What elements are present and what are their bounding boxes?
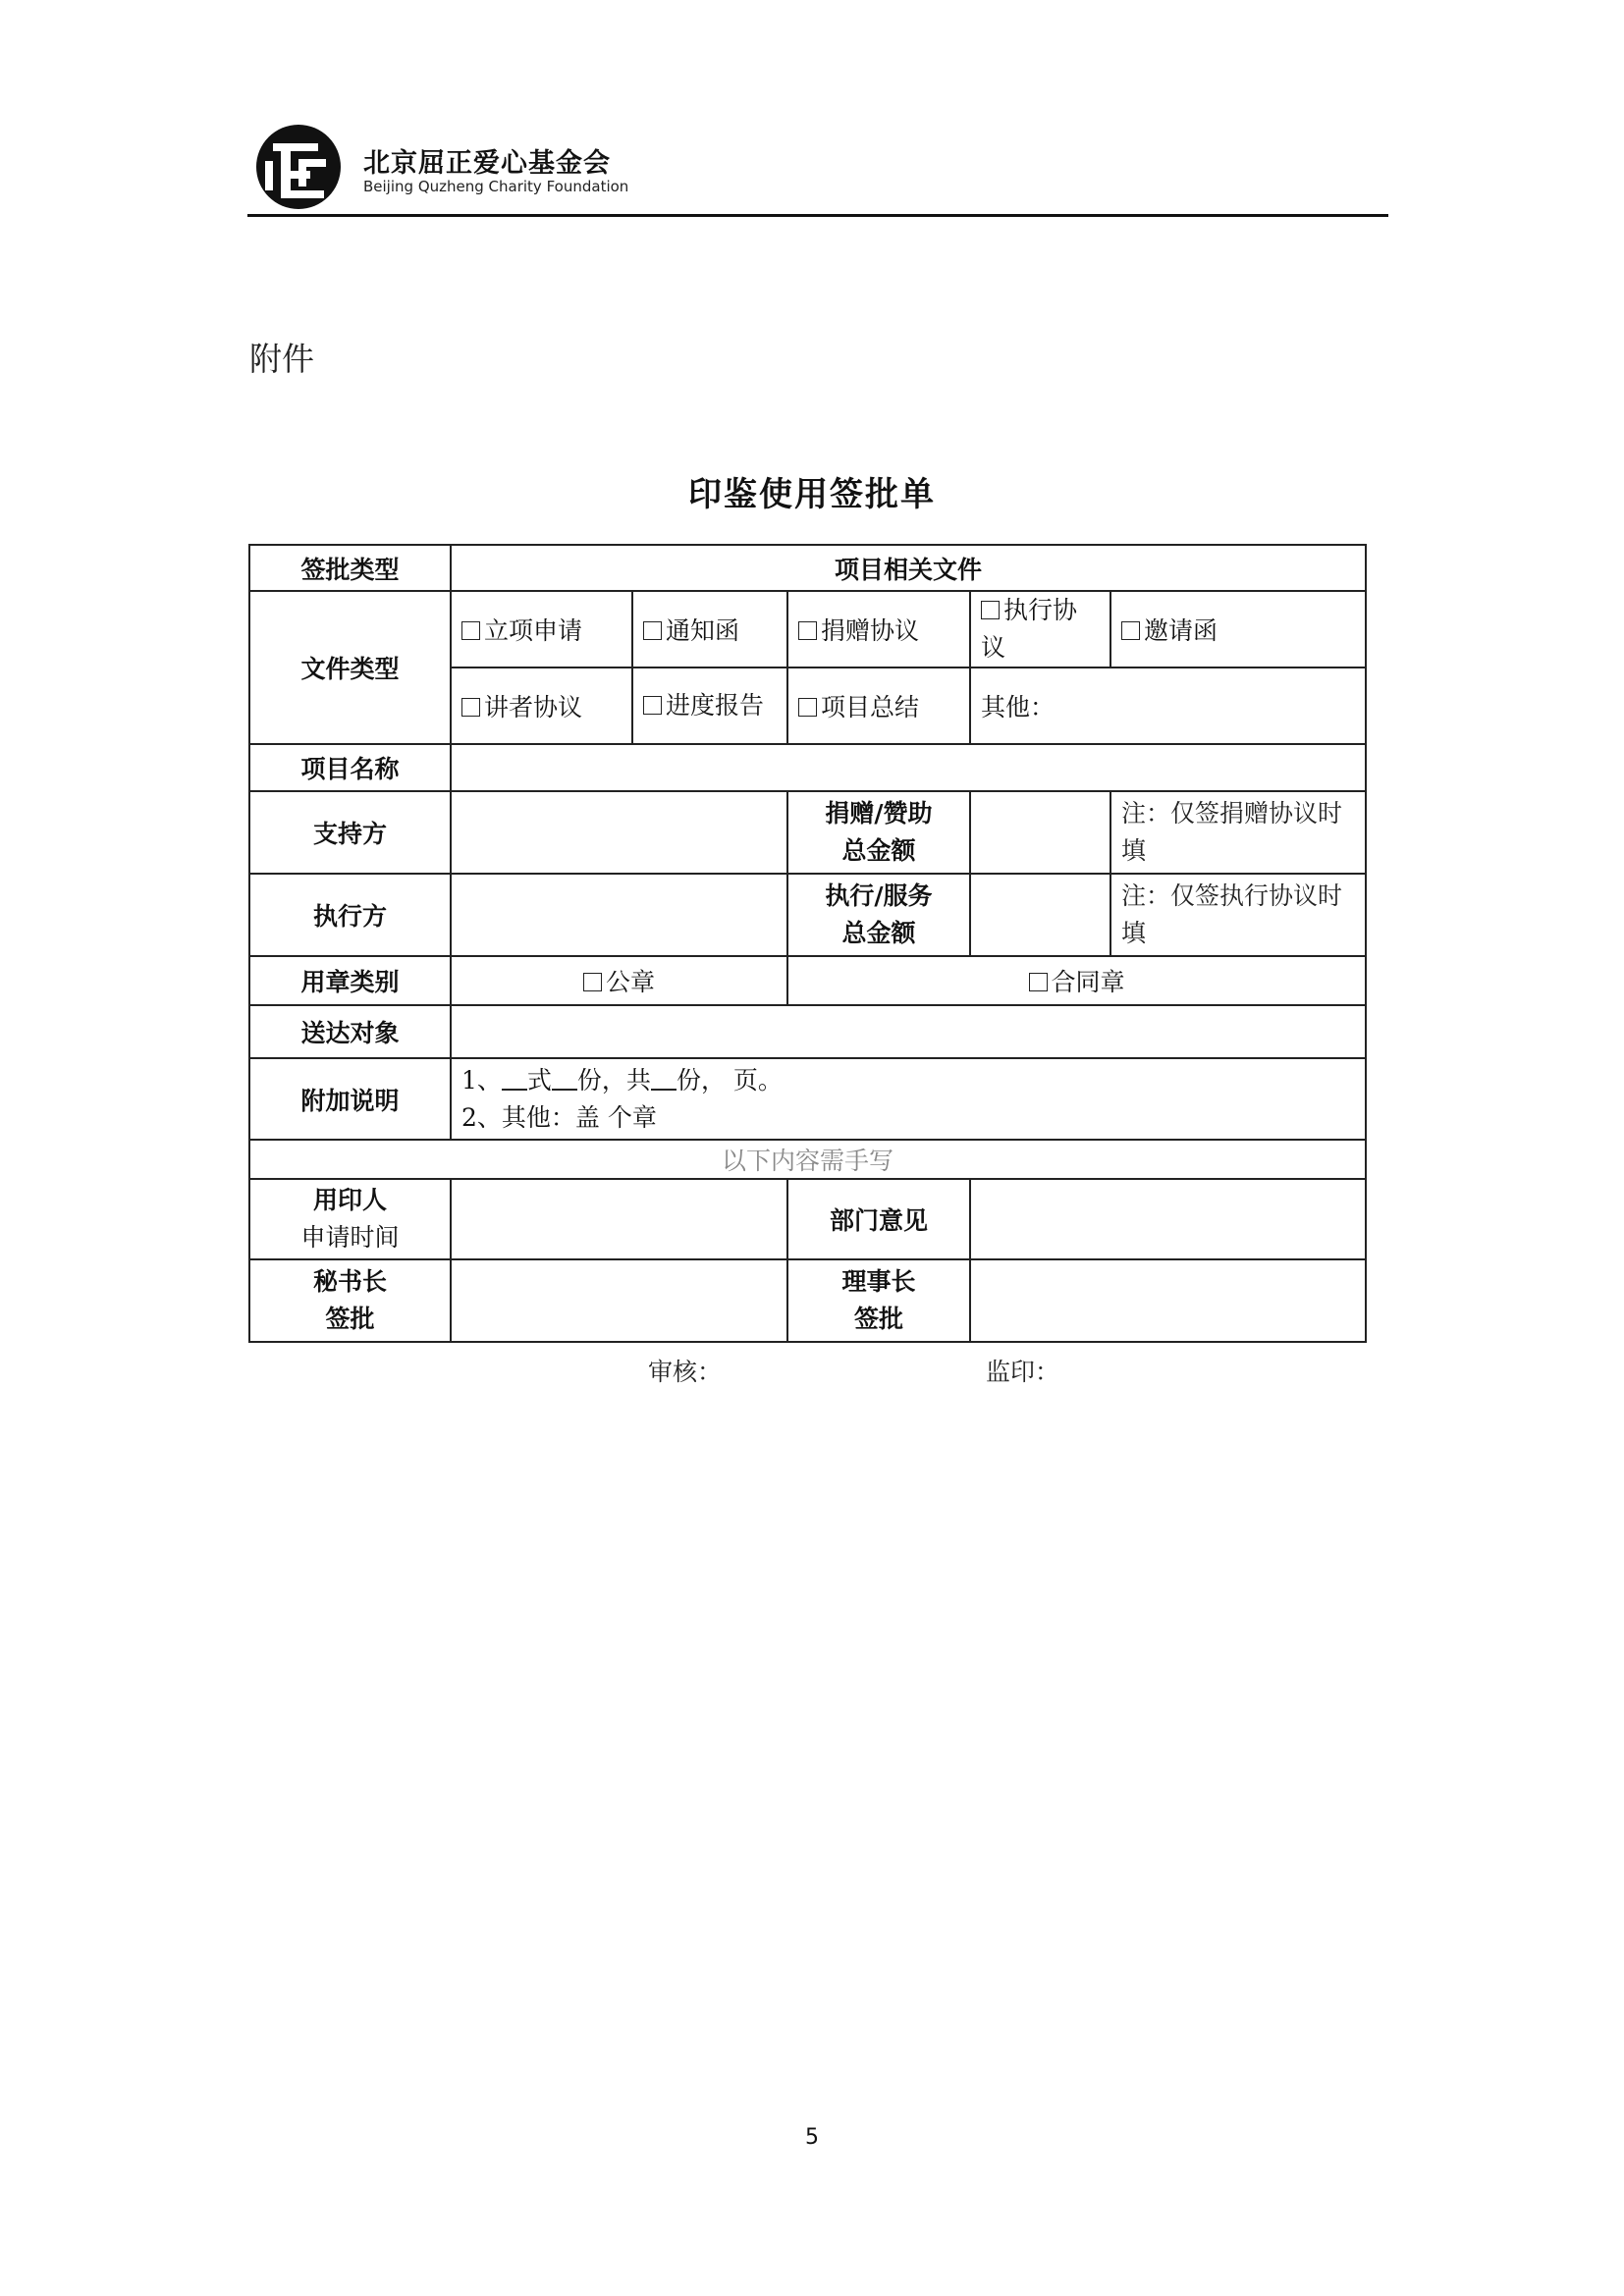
supporter-label: 支持方	[249, 791, 451, 874]
additional-field[interactable]: 1、 式 份，共 份， 页。 2、其他：盖 个章	[451, 1058, 1366, 1140]
option-project-approval[interactable]: 立项申请	[451, 591, 632, 667]
checkbox[interactable]	[643, 696, 662, 715]
row-executor	[249, 874, 1366, 956]
org-name-cn: 北京屈正爱心基金会	[363, 148, 611, 179]
checkbox[interactable]	[461, 621, 480, 640]
org-name-en: Beijing Quzheng Charity Foundation	[363, 178, 629, 195]
option-other[interactable]: 其他：	[970, 667, 1366, 744]
attachment-label: 附件	[249, 340, 314, 378]
blank-line[interactable]	[502, 1069, 527, 1091]
approval-type-label: 签批类型	[249, 545, 451, 591]
option-donation-agreement[interactable]: 捐赠协议	[787, 591, 970, 667]
donation-amount-label: 捐赠/赞助 总金额	[787, 791, 970, 874]
row-applicant	[249, 1179, 1366, 1259]
applicant-field[interactable]	[451, 1179, 787, 1259]
doc-type-label: 文件类型	[249, 591, 451, 744]
blank-line[interactable]	[552, 1069, 577, 1091]
chair-field[interactable]	[970, 1259, 1366, 1342]
additional-label: 附加说明	[249, 1058, 451, 1140]
dept-opinion-label: 部门意见	[787, 1179, 970, 1259]
service-amount-label: 执行/服务 总金额	[787, 874, 970, 956]
checkbox[interactable]	[981, 601, 1000, 619]
secretary-label: 秘书长 签批	[249, 1259, 451, 1342]
row-recipient	[249, 1005, 1366, 1058]
row-approval-type	[249, 545, 1366, 591]
option-contract-seal[interactable]: 合同章	[787, 956, 1366, 1005]
page-number: 5	[805, 2125, 819, 2150]
row-additional	[249, 1058, 1366, 1140]
row-doc-type-1	[249, 591, 1366, 667]
applicant-label: 用印人 申请时间	[249, 1179, 451, 1259]
secretary-field[interactable]	[451, 1259, 787, 1342]
recipient-field[interactable]	[451, 1005, 1366, 1058]
row-handwrite-hint	[249, 1140, 1366, 1179]
project-name-label: 项目名称	[249, 744, 451, 791]
supporter-field[interactable]	[451, 791, 787, 874]
donation-amount-field[interactable]	[970, 791, 1110, 874]
review-label: 审核：	[648, 1358, 723, 1386]
page-header	[247, 116, 1388, 214]
foundation-seal-logo	[253, 122, 344, 212]
option-execution-agreement[interactable]: 执行协议	[970, 591, 1110, 667]
checkbox[interactable]	[798, 621, 817, 640]
executor-field[interactable]	[451, 874, 787, 956]
checkbox[interactable]	[1029, 973, 1048, 991]
row-secretary	[249, 1259, 1366, 1342]
dept-opinion-field[interactable]	[970, 1179, 1366, 1259]
option-project-summary[interactable]: 项目总结	[787, 667, 970, 744]
seal-monitor-label: 监印：	[986, 1358, 1060, 1386]
handwrite-hint: 以下内容需手写	[249, 1140, 1366, 1179]
option-notice-letter[interactable]: 通知函	[632, 591, 787, 667]
row-supporter	[249, 791, 1366, 874]
checkbox[interactable]	[583, 973, 602, 991]
service-amount-field[interactable]	[970, 874, 1110, 956]
header-divider	[247, 214, 1388, 217]
option-progress-report[interactable]: 进度报告	[632, 667, 787, 744]
seal-type-label: 用章类别	[249, 956, 451, 1005]
row-seal-type	[249, 956, 1366, 1005]
approval-type-value: 项目相关文件	[451, 545, 1366, 591]
option-official-seal[interactable]: 公章	[451, 956, 787, 1005]
seal-approval-form	[248, 544, 1367, 1343]
form-title: 印鉴使用签批单	[688, 475, 936, 514]
executor-label: 执行方	[249, 874, 451, 956]
option-invitation-letter[interactable]: 邀请函	[1110, 591, 1366, 667]
row-project-name	[249, 744, 1366, 791]
checkbox[interactable]	[643, 621, 662, 640]
service-amount-note: 注：仅签执行协议时填	[1110, 874, 1366, 956]
recipient-label: 送达对象	[249, 1005, 451, 1058]
checkbox[interactable]	[1121, 621, 1140, 640]
chair-label: 理事长 签批	[787, 1259, 970, 1342]
option-speaker-agreement[interactable]: 讲者协议	[451, 667, 632, 744]
donation-amount-note: 注：仅签捐赠协议时填	[1110, 791, 1366, 874]
project-name-field[interactable]	[451, 744, 1366, 791]
checkbox[interactable]	[461, 698, 480, 717]
checkbox[interactable]	[798, 698, 817, 717]
blank-line[interactable]	[651, 1069, 677, 1091]
